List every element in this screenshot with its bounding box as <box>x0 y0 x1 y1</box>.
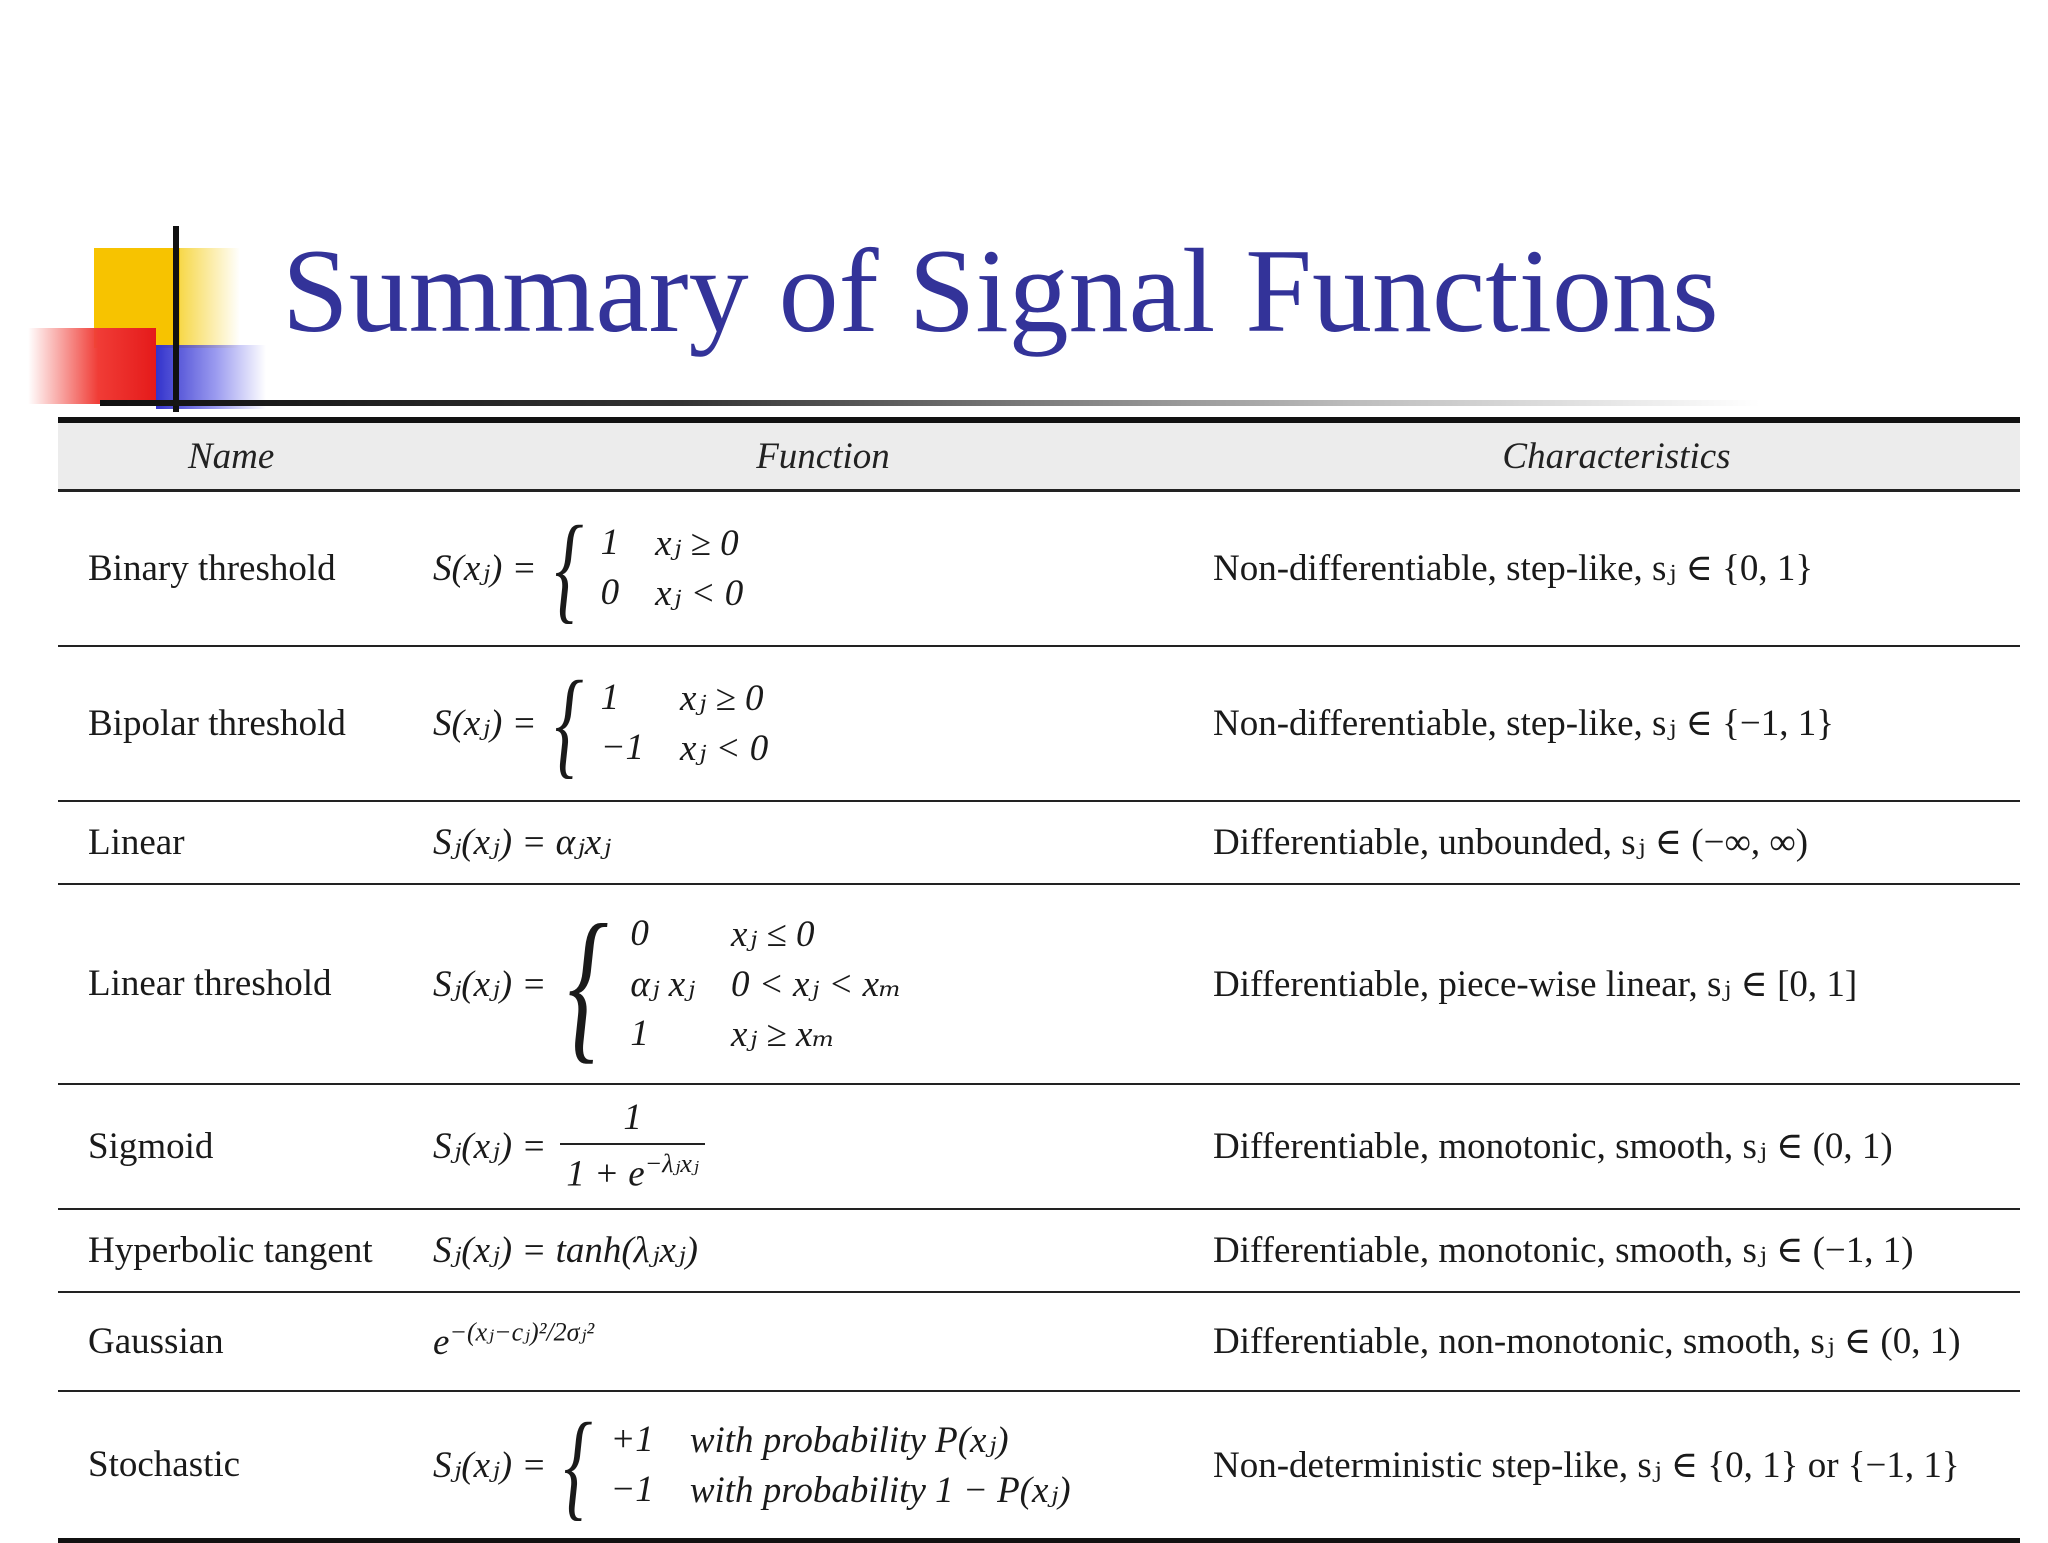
formula-lhs: Sⱼ(xⱼ) = <box>433 1125 547 1167</box>
case-condition: xⱼ < 0 <box>655 573 744 615</box>
formula <box>433 1397 1071 1531</box>
slide-title: Summary of Signal Functions <box>282 224 1719 357</box>
row-name: Hyperbolic tangent <box>58 1209 433 1292</box>
header-name: Name <box>58 420 433 491</box>
case-condition: xⱼ < 0 <box>680 728 769 769</box>
case-value: 0 <box>600 572 620 614</box>
table-row <box>58 1292 2020 1391</box>
ornament-yellow-fade <box>180 248 240 348</box>
row-function <box>433 1391 1213 1541</box>
case-condition: xⱼ ≥ xₘ <box>730 1013 836 1055</box>
case-value: +1 <box>610 1418 654 1460</box>
row-characteristics: Differentiable, monotonic, smooth, sⱼ ∈ (0, 1) <box>1213 1084 2020 1209</box>
table-row <box>58 646 2020 801</box>
row-name: Sigmoid <box>58 1084 433 1209</box>
formula-lhs: Sⱼ(xⱼ) = <box>433 963 547 1005</box>
row-characteristics: Differentiable, non-monotonic, smooth, sⱼ ∈ (0, 1) <box>1213 1292 2020 1391</box>
row-name: Stochastic <box>58 1391 433 1541</box>
cases <box>630 912 901 1056</box>
ornament-vertical-line <box>173 226 179 412</box>
table-row <box>58 1084 2020 1209</box>
formula <box>433 1096 705 1195</box>
fraction-numerator: 1 <box>623 1097 642 1139</box>
row-function: Sⱼ(xⱼ) = αⱼxⱼ <box>433 801 1213 884</box>
cases <box>610 1418 1070 1512</box>
table-row <box>58 1391 2020 1541</box>
case-condition: 0 < xⱼ < xₘ <box>730 963 902 1005</box>
row-function <box>433 646 1213 801</box>
row-function: Sⱼ(xⱼ) = tanh(λⱼxⱼ) <box>433 1209 1213 1292</box>
row-function <box>433 884 1213 1084</box>
case-value: 0 <box>630 912 649 954</box>
row-characteristics: Differentiable, unbounded, sⱼ ∈ (−∞, ∞) <box>1213 801 2020 884</box>
exponent: −λⱼxⱼ <box>644 1149 699 1179</box>
row-name: Gaussian <box>58 1292 433 1391</box>
case-condition: with probability 1 − P(xⱼ) <box>689 1469 1071 1511</box>
case-value: αⱼ xⱼ <box>630 963 695 1005</box>
formula-base: e <box>433 1322 450 1364</box>
fraction <box>560 1096 704 1195</box>
case-value: 1 <box>600 522 620 564</box>
formula <box>433 656 769 789</box>
case-condition: with probability P(xⱼ) <box>689 1419 1009 1461</box>
exponent: −(xⱼ−cⱼ)²/2σⱼ² <box>449 1317 595 1347</box>
table-row <box>58 1209 2020 1292</box>
row-function <box>433 1084 1213 1209</box>
cases <box>601 521 744 615</box>
signal-functions-table <box>58 417 2020 1543</box>
ornament-red-square <box>28 328 156 404</box>
fraction-denominator <box>560 1143 704 1195</box>
formula-lhs: S(xⱼ) = <box>433 548 537 590</box>
row-function <box>433 1292 1213 1391</box>
formula <box>433 889 902 1078</box>
formula-lhs: S(xⱼ) = <box>433 703 537 744</box>
row-characteristics: Differentiable, piece-wise linear, sⱼ ∈ [0, 1] <box>1213 884 2020 1084</box>
table-row <box>58 491 2020 646</box>
case-value: 1 <box>600 677 620 718</box>
case-value: 1 <box>630 1012 649 1054</box>
formula <box>433 501 744 635</box>
row-name: Linear threshold <box>58 884 433 1084</box>
row-characteristics: Differentiable, monotonic, smooth, sⱼ ∈ (−1, 1) <box>1213 1209 2020 1292</box>
row-function <box>433 491 1213 646</box>
case-value: −1 <box>610 1468 654 1510</box>
case-value: −1 <box>600 727 645 768</box>
left-brace: { <box>567 889 609 1078</box>
denominator-text: 1 + e <box>566 1153 645 1195</box>
table-row <box>58 801 2020 884</box>
formula-lhs: Sⱼ(xⱼ) = <box>433 1444 547 1486</box>
row-name: Bipolar threshold <box>58 646 433 801</box>
case-condition: xⱼ ≥ 0 <box>680 678 764 719</box>
row-characteristics: Non-differentiable, step-like, sⱼ ∈ {−1, 1} <box>1213 646 2020 801</box>
left-brace: { <box>563 1397 593 1531</box>
header-characteristics: Characteristics <box>1213 420 2020 491</box>
row-name: Linear <box>58 801 433 884</box>
row-characteristics: Non-differentiable, step-like, sⱼ ∈ {0, 1} <box>1213 491 2020 646</box>
table-header-row <box>58 420 2020 491</box>
row-characteristics: Non-deterministic step-like, sⱼ ∈ {0, 1} or {−1, 1} <box>1213 1391 2020 1541</box>
title-underline <box>100 400 1760 406</box>
header-function: Function <box>433 420 1213 491</box>
table-row <box>58 884 2020 1084</box>
row-name: Binary threshold <box>58 491 433 646</box>
case-condition: xⱼ ≤ 0 <box>730 913 815 955</box>
case-condition: xⱼ ≥ 0 <box>655 523 739 565</box>
formula <box>433 1317 595 1364</box>
left-brace: { <box>554 656 583 789</box>
left-brace: { <box>554 501 583 635</box>
cases <box>601 676 769 770</box>
